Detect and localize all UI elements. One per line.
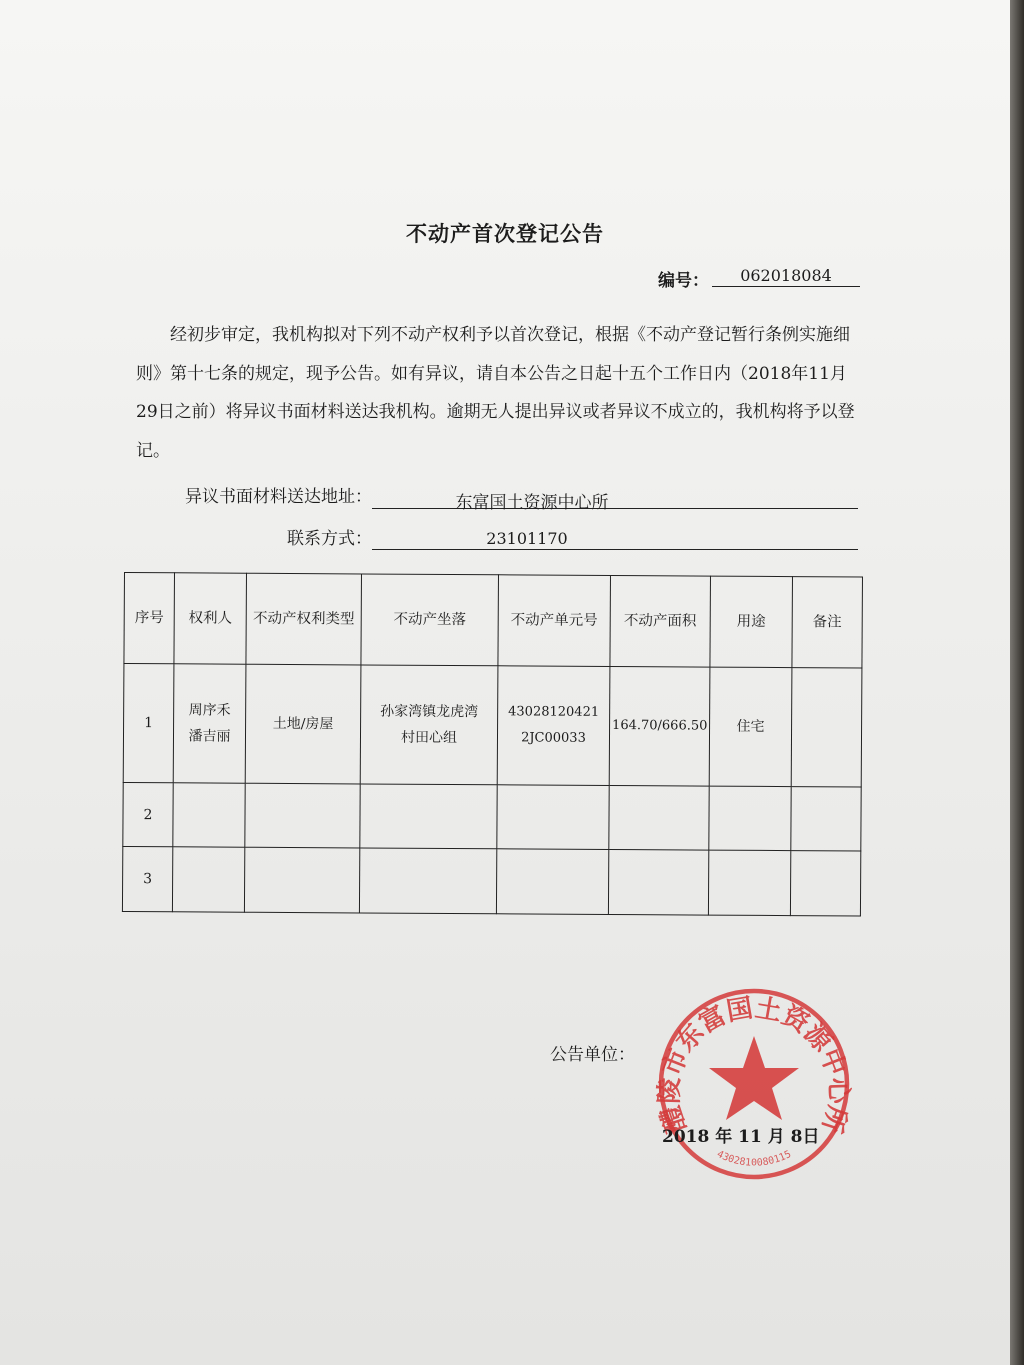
contact-value: 23101170 [486, 529, 568, 548]
notice-body [136, 316, 866, 470]
row-number: 1 [123, 664, 174, 783]
address-value: 东富国土资源中心所 [455, 493, 609, 513]
row-number: 3 [122, 847, 172, 912]
notice-paragraph: 经初步审定，我机构拟对下列不动产权利予以首次登记，根据《不动产登记暂行条例实施细则》第十七条的规定，现予公告。如有异议，请自本公告之日起十五个工作日内（2018年11月 29日之前）将异议书面材料送达我机构。逾期无人提出异议或者异议不成立的，我机构将予以登记。 [136, 325, 855, 461]
notice-date: 2018 年 11 月 8日 [662, 1127, 820, 1147]
contact-underline [372, 549, 858, 550]
header-cell: 不动产权利类型 [246, 573, 362, 665]
location-line: 村田心组 [400, 729, 458, 746]
empty-cell [173, 783, 245, 848]
empty-cell [790, 851, 860, 916]
address-label: 异议书面材料送达地址： [185, 487, 372, 507]
use-cell: 住宅 [709, 667, 792, 786]
seal-text: 醴陵市东富国土资源中心所 [654, 993, 854, 1137]
notice-title: 不动产首次登记公告 [406, 222, 604, 246]
table-header-row [124, 573, 863, 669]
empty-cell [359, 848, 496, 913]
header-cell: 序号 [124, 573, 175, 664]
header-cell: 不动产面积 [610, 575, 711, 667]
empty-cell [497, 785, 609, 850]
seal-star [709, 1036, 799, 1120]
empty-cell [609, 785, 709, 850]
issuing-unit-label: 公告单位： [550, 1045, 635, 1065]
header-cell: 不动产坐落 [361, 574, 499, 666]
empty-cell [708, 850, 790, 915]
row-number: 2 [123, 782, 173, 847]
empty-cell [709, 786, 791, 851]
location-cell [360, 665, 498, 785]
empty-cell [496, 849, 608, 914]
document-number: 062018084 [712, 266, 860, 287]
empty-cell [172, 847, 244, 912]
empty-cell [245, 783, 360, 848]
area-cell: 164.70/666.50 [609, 666, 710, 785]
right-type-cell: 土地/房屋 [245, 664, 361, 783]
contact-label: 联系方式： [287, 529, 372, 549]
background-edge [1010, 0, 1024, 1365]
table-row [123, 664, 862, 787]
header-cell: 备注 [792, 577, 863, 668]
header-cell: 权利人 [174, 573, 247, 664]
empty-cell [360, 784, 497, 849]
header-cell: 用途 [710, 576, 793, 667]
document-number-label: 编号： [658, 271, 709, 291]
unit-number-cell [497, 666, 610, 785]
remark-cell [791, 668, 862, 787]
empty-cell [244, 848, 359, 913]
table-row [123, 782, 861, 851]
property-table [122, 572, 863, 917]
holder-cell [173, 664, 246, 783]
holder-name: 潘吉丽 [188, 728, 231, 745]
table-row [122, 847, 860, 916]
seal-code: 4302810080115 [714, 1148, 794, 1169]
unit-number-line: 2JC00033 [521, 730, 586, 746]
official-seal-stamp [654, 984, 854, 1184]
location-line: 孙家湾镇龙虎湾 [380, 703, 479, 721]
empty-cell [791, 786, 861, 851]
holder-name: 周序禾 [188, 702, 231, 719]
unit-number-line: 43028120421 [508, 704, 600, 720]
empty-cell [608, 850, 708, 915]
header-cell: 不动产单元号 [498, 575, 611, 667]
